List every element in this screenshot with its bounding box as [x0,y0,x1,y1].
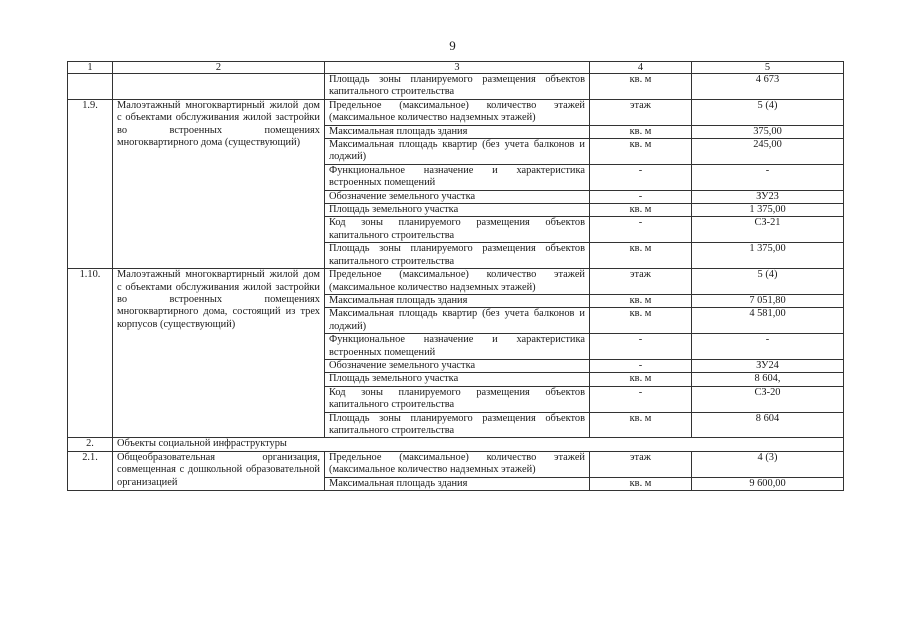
table-row [68,451,844,477]
unit-cell: кв. м [590,243,692,269]
parameter-cell: Максимальная площадь здания [325,477,590,490]
value-cell: 9 600,00 [692,477,844,490]
unit-cell: кв. м [590,125,692,138]
value-cell: 4 581,00 [692,308,844,334]
item-number-cell: 1.9. [68,99,113,268]
value-cell: 245,00 [692,139,844,165]
page-number: 9 [449,38,456,53]
parameter-cell: Площадь зоны планируемого размещения объектов капитального строительства [325,412,590,438]
value-cell: 4 673 [692,74,844,100]
value-cell: 8 604, [692,373,844,386]
unit-cell: - [590,386,692,412]
parameters-table [67,61,844,491]
unit-cell: кв. м [590,373,692,386]
value-cell: 7 051,80 [692,294,844,307]
parameter-cell: Максимальная площадь квартир (без учета балконов и лоджий) [325,139,590,165]
parameter-cell: Площадь земельного участка [325,373,590,386]
unit-cell: кв. м [590,412,692,438]
column-number: 5 [692,62,844,74]
table-row [68,269,844,295]
parameter-cell: Предельное (максимальное) количество этажей (максимальное количество надземных этажей) [325,99,590,125]
unit-cell: кв. м [590,294,692,307]
value-cell: 8 604 [692,412,844,438]
column-number: 3 [325,62,590,74]
item-number-cell: 2.1. [68,451,113,490]
value-cell: 5 (4) [692,99,844,125]
parameter-cell: Максимальная площадь здания [325,125,590,138]
table-row [68,74,844,100]
unit-cell: - [590,164,692,190]
table-row [68,99,844,125]
section-title-cell: Объекты социальной инфраструктуры [113,438,844,451]
value-cell: СЗ-21 [692,217,844,243]
object-name-cell: Малоэтажный многоквартирный жилой дом с объектами обслуживания жилой застройки во встроенных помещениях многоквартирного дома (существующий) [113,99,325,268]
unit-cell: этаж [590,451,692,477]
column-number: 4 [590,62,692,74]
parameter-cell: Максимальная площадь квартир (без учета балконов и лоджий) [325,308,590,334]
unit-cell: - [590,359,692,372]
value-cell: 375,00 [692,125,844,138]
object-name-cell: Общеобразовательная организация, совмещенная с дошкольной образовательной организацией [113,451,325,490]
section-row [68,438,844,451]
unit-cell: этаж [590,269,692,295]
value-cell: ЗУ24 [692,359,844,372]
unit-cell: - [590,217,692,243]
section-number-cell: 2. [68,438,113,451]
parameter-cell: Код зоны планируемого размещения объектов капитального строительства [325,386,590,412]
value-cell: ЗУ23 [692,190,844,203]
parameter-cell: Площадь земельного участка [325,204,590,217]
unit-cell: кв. м [590,139,692,165]
parameter-cell: Максимальная площадь здания [325,294,590,307]
parameter-cell: Предельное (максимальное) количество этажей (максимальное количество надземных этажей) [325,269,590,295]
column-number: 1 [68,62,113,74]
parameter-cell: Функциональное назначение и характеристика встроенных помещений [325,334,590,360]
object-name-cell [113,74,325,100]
column-number: 2 [113,62,325,74]
parameter-cell: Код зоны планируемого размещения объектов капитального строительства [325,217,590,243]
parameter-cell: Предельное (максимальное) количество этажей (максимальное количество надземных этажей) [325,451,590,477]
value-cell: - [692,334,844,360]
value-cell: 1 375,00 [692,243,844,269]
unit-cell: этаж [590,99,692,125]
item-number-cell: 1.10. [68,269,113,438]
parameter-cell: Обозначение земельного участка [325,359,590,372]
object-name-cell: Малоэтажный многоквартирный жилой дом с объектами обслуживания жилой застройки во встроенных помещениях многоквартирного дома, состоящий из трех корпусов (существующий) [113,269,325,438]
unit-cell: кв. м [590,308,692,334]
value-cell: 4 (3) [692,451,844,477]
value-cell: 1 375,00 [692,204,844,217]
unit-cell: кв. м [590,74,692,100]
parameter-cell: Функциональное назначение и характеристика встроенных помещений [325,164,590,190]
unit-cell: кв. м [590,477,692,490]
parameter-cell: Площадь зоны планируемого размещения объектов капитального строительства [325,243,590,269]
number-cell [68,74,113,100]
value-cell: СЗ-20 [692,386,844,412]
value-cell: - [692,164,844,190]
unit-cell: - [590,190,692,203]
value-cell: 5 (4) [692,269,844,295]
parameter-cell: Обозначение земельного участка [325,190,590,203]
parameter-cell: Площадь зоны планируемого размещения объектов капитального строительства [325,74,590,100]
unit-cell: - [590,334,692,360]
unit-cell: кв. м [590,204,692,217]
column-number-row [68,62,844,74]
